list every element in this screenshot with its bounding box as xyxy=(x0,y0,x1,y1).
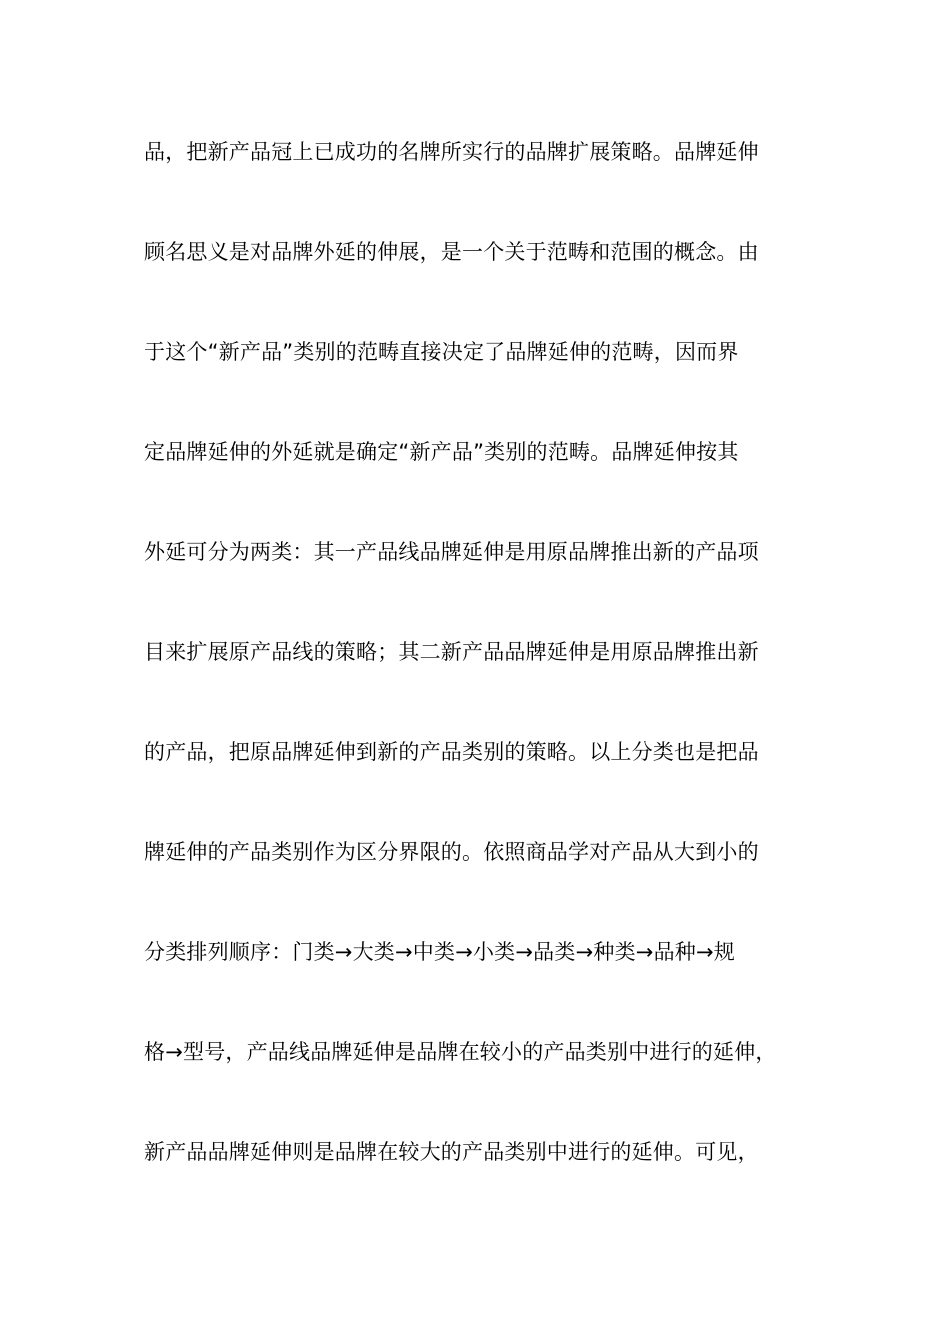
text-line: 牌延伸的产品类别作为区分界限的。依照商品学对产品从大到小的 xyxy=(144,840,759,864)
body-text xyxy=(144,132,834,1232)
text-line: 于这个“新产品”类别的范畴直接决定了品牌延伸的范畴，因而界 xyxy=(144,340,739,364)
text-line: 顾名思义是对品牌外延的伸展，是一个关于范畴和范围的概念。由 xyxy=(144,240,759,264)
text-line: 的产品，把原品牌延伸到新的产品类别的策略。以上分类也是把品 xyxy=(144,740,759,764)
text-line: 分类排列顺序：门类→大类→中类→小类→品类→种类→品种→规 xyxy=(144,940,735,964)
text-line: 格→型号，产品线品牌延伸是品牌在较小的产品类别中进行的延伸， xyxy=(144,1040,777,1064)
text-line: 外延可分为两类：其一产品线品牌延伸是用原品牌推出新的产品项 xyxy=(144,540,759,564)
text-line: 新产品品牌延伸则是品牌在较大的产品类别中进行的延伸。可见， xyxy=(144,1140,759,1164)
text-line: 定品牌延伸的外延就是确定“新产品”类别的范畴。品牌延伸按其 xyxy=(144,440,739,464)
text-line: 目来扩展原产品线的策略；其二新产品品牌延伸是用原品牌推出新 xyxy=(144,640,759,664)
text-line: 品，把新产品冠上已成功的名牌所实行的品牌扩展策略。品牌延伸 xyxy=(144,140,759,164)
